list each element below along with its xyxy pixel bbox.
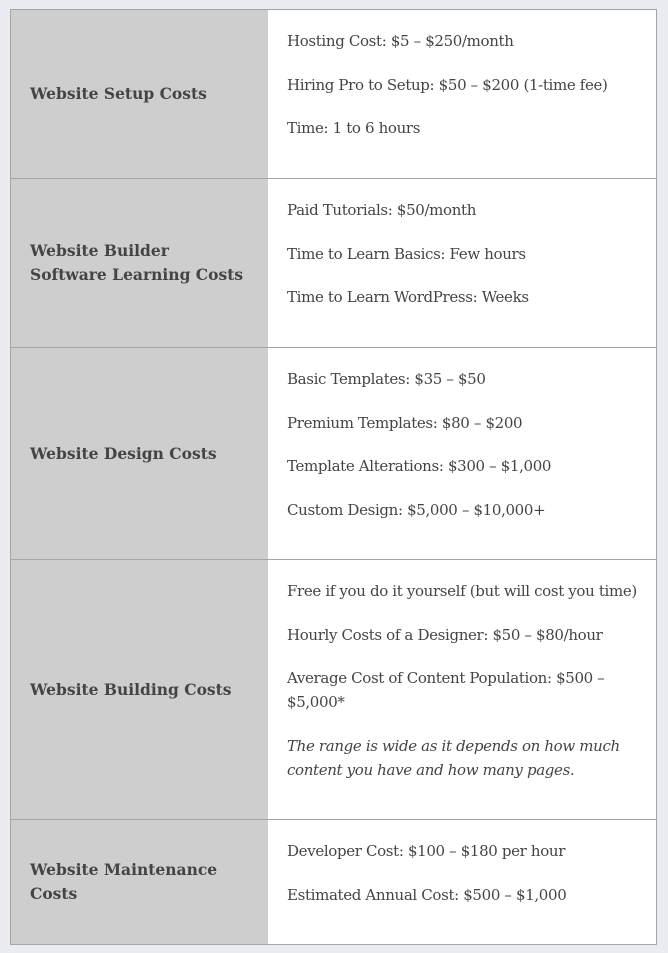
cost-item: Hourly Costs of a Designer: $50 – $80/hour	[287, 625, 603, 644]
row-label: Website Setup Costs	[11, 10, 268, 178]
cost-item: Basic Templates: $35 – $50	[287, 370, 486, 388]
table-row-learning	[11, 179, 656, 348]
row-label: Website Maintenance Costs	[11, 820, 268, 944]
cost-item: Time to Learn WordPress: Weeks	[287, 288, 529, 306]
cost-item: Template Alterations: $300 – $1,000	[287, 457, 552, 475]
row-content	[268, 10, 656, 178]
table-row-maintenance	[11, 820, 656, 944]
cost-item: Premium Templates: $80 – $200	[287, 413, 523, 432]
cost-note: The range is wide as it depends on how much content you have and how many pages.	[287, 736, 620, 779]
row-content	[268, 348, 656, 559]
cost-item: Developer Cost: $100 – $180 per hour	[287, 842, 566, 860]
row-label: Website Building Costs	[11, 560, 268, 819]
cost-item: Hiring Pro to Setup: $50 – $200 (1-time fee)	[287, 75, 608, 94]
row-content	[268, 560, 656, 819]
cost-item: Average Cost of Content Population: $500 – $5,000*	[287, 669, 605, 711]
row-content	[268, 820, 656, 944]
cost-item: Free if you do it yourself (but will cost you time)	[287, 582, 637, 600]
row-label: Website Builder Software Learning Costs	[11, 179, 268, 347]
row-label: Website Design Costs	[11, 348, 268, 559]
row-content	[268, 179, 656, 347]
cost-item: Time to Learn Basics: Few hours	[287, 244, 526, 263]
table-row-design	[11, 348, 656, 560]
cost-item: Hosting Cost: $5 – $250/month	[287, 32, 514, 50]
cost-table	[10, 9, 657, 945]
cost-item: Time: 1 to 6 hours	[287, 119, 421, 137]
cost-item: Estimated Annual Cost: $500 – $1,000	[287, 885, 567, 904]
cost-item: Paid Tutorials: $50/month	[287, 201, 477, 219]
table-row-building	[11, 560, 656, 820]
cost-item: Custom Design: $5,000 – $10,000+	[287, 500, 546, 519]
table-row-setup	[11, 10, 656, 179]
